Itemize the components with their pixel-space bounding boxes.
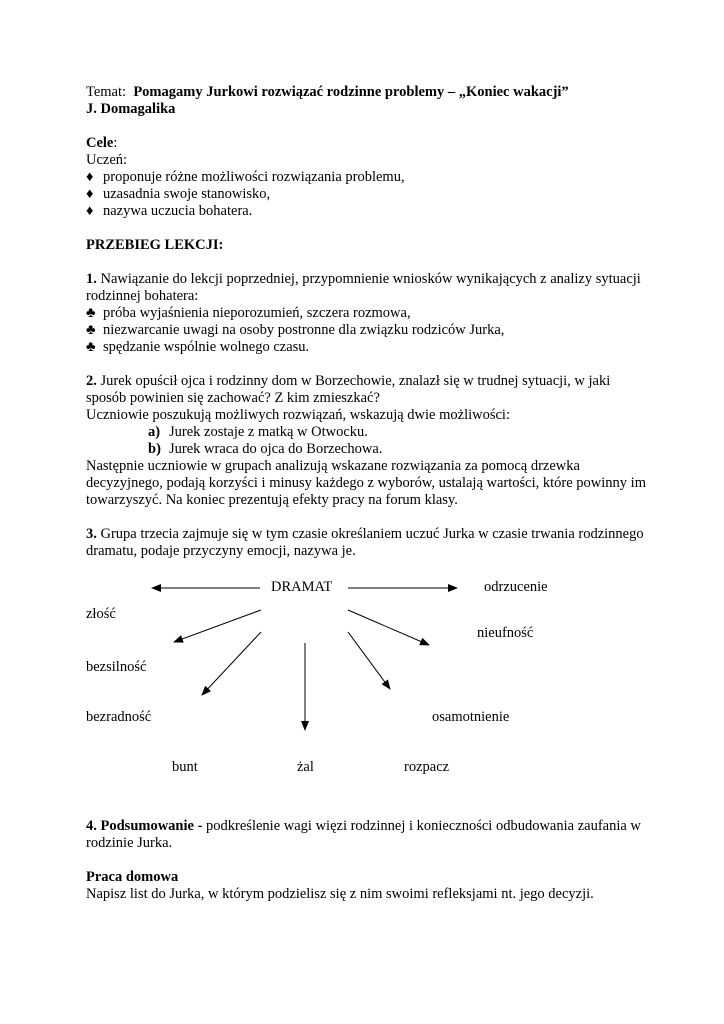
step3-text [86, 526, 646, 560]
emotion-zal: żal [297, 759, 314, 775]
step3-num: 3. [86, 526, 97, 542]
step4-body: podkreślenie wagi więzi rodzinnej i konieczności odbudowania zaufania w rodzinie Jurka. [86, 818, 641, 851]
goal-text: proponuje różne możliwości rozwiązania problemu, [103, 169, 405, 185]
step3-body: Grupa trzecia zajmuje się w tym czasie określaniem uczuć Jurka w czasie trwania rodzinnego dramatu, podaje przyczyny emocji, nazywa je. [86, 526, 644, 559]
step2-num: 2. [86, 373, 97, 389]
emotion-bezradnosc: bezradność [86, 709, 152, 725]
step4-title: Podsumowanie - [100, 818, 203, 834]
list-item [86, 203, 646, 220]
step1-body: Nawiązanie do lekcji poprzedniej, przypomnienie wniosków wynikających z analizy sytuacji rodzinnej bohatera: [86, 271, 641, 304]
author-line [86, 101, 646, 118]
club-bullet-icon: ♣ [86, 339, 96, 355]
club-bullet-icon: ♣ [86, 305, 96, 321]
goal-text: nazywa uczucia bohatera. [103, 203, 253, 219]
option-label: a) [148, 424, 161, 440]
emotion-nieufnosc: nieufność [477, 625, 534, 641]
step4-num: 4. [86, 818, 97, 834]
emotion-bezsilnosc: bezsilność [86, 659, 147, 675]
diagram-arrows [86, 575, 646, 807]
list-item [148, 441, 646, 458]
step2-text [86, 373, 646, 407]
document-page [86, 84, 646, 903]
emotion-rozpacz: rozpacz [404, 759, 450, 775]
list-item [86, 339, 646, 356]
step1-item-text: niezwarcanie uwagi na osoby postronne dla związku rodziców Jurka, [103, 322, 505, 338]
step2-text2: Uczniowie poszukują możliwych rozwiązań, wskazują dwie możliwości: [86, 407, 510, 423]
list-item [148, 424, 646, 441]
club-bullet-icon: ♣ [86, 322, 96, 338]
goal-text: uzasadnia swoje stanowisko, [103, 186, 271, 202]
goals-colon: : [113, 135, 118, 151]
list-item [86, 169, 646, 186]
emotions-diagram [86, 575, 646, 807]
homework-heading-line [86, 869, 646, 886]
goals-list [86, 169, 646, 220]
step4-text [86, 818, 646, 852]
lesson-heading: PRZEBIEG LEKCJI: [86, 237, 224, 253]
homework-heading: Praca domowa [86, 869, 179, 885]
arrow-zlosc [174, 610, 261, 642]
emotion-bunt: bunt [172, 759, 198, 775]
diamond-bullet-icon: ♦ [86, 169, 94, 185]
option-label: b) [148, 441, 161, 457]
topic-line [86, 84, 646, 101]
lesson-heading-line [86, 237, 646, 254]
step2-body: Jurek opuścił ojca i rodzinny dom w Borzechowie, znalazł się w trudnej sytuacji, w jaki sposób powinien się zachować? Z kim zmieszkać? [86, 373, 611, 406]
arrow-nieufnosc [348, 610, 429, 645]
diamond-bullet-icon: ♦ [86, 203, 94, 219]
diagram-center: DRAMAT [271, 579, 333, 595]
step1-text [86, 271, 646, 305]
emotion-odrzucenie: odrzucenie [484, 579, 548, 595]
step1-item-text: próba wyjaśnienia nieporozumień, szczera rozmowa, [103, 305, 411, 321]
arrow-osamotnienie [348, 632, 390, 689]
goals-heading-line [86, 135, 646, 152]
goals-student: Uczeń: [86, 152, 128, 168]
list-item [86, 322, 646, 339]
author: J. Domagalika [86, 101, 176, 117]
emotion-zlosc: złość [86, 606, 116, 622]
option-text: Jurek zostaje z matką w Otwocku. [169, 424, 368, 440]
topic-title: Pomagamy Jurkowi rozwiązać rodzinne problemy – „Koniec wakacji” [133, 84, 569, 100]
topic-label: Temat: [86, 84, 127, 100]
homework-text: Napisz list do Jurka, w którym podzielisz się z nim swoimi refleksjami nt. jego decyzji. [86, 886, 594, 902]
step2-text3: Następnie uczniowie w grupach analizują wskazane rozwiązania za pomocą drzewka decyzyjnego, podają korzyści i minusy każdego z wyborów, ustalają wartości, które powinny im towarzyszyć. Na koniec prezentują efekty pracy na forum klasy. [86, 458, 646, 508]
step1-item-text: spędzanie wspólnie wolnego czasu. [103, 339, 310, 355]
goals-heading: Cele [86, 135, 114, 151]
step2-options [86, 424, 646, 458]
step1-num: 1. [86, 271, 97, 287]
emotion-osamotnienie: osamotnienie [432, 709, 510, 725]
option-text: Jurek wraca do ojca do Borzechowa. [169, 441, 383, 457]
list-item [86, 305, 646, 322]
arrow-bezsilnosc [202, 632, 261, 695]
list-item [86, 186, 646, 203]
diamond-bullet-icon: ♦ [86, 186, 94, 202]
step1-list [86, 305, 646, 356]
